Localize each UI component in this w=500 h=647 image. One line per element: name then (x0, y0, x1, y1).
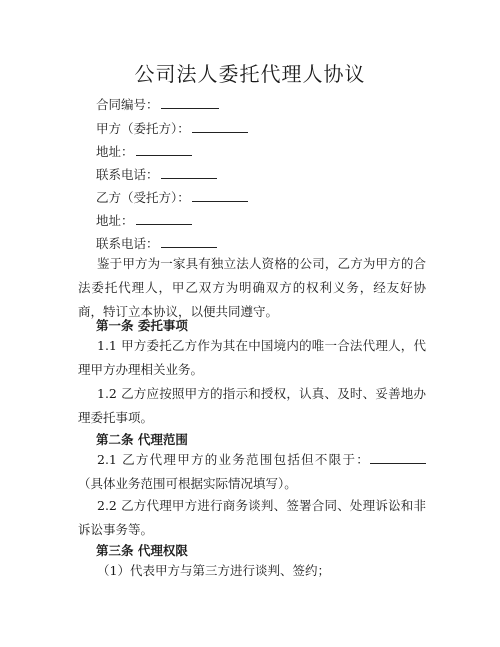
intro-paragraph: 鉴于甲方为一家具有独立法人资格的公司，乙方为甲方的合法委托代理人，甲乙双方为明确双方的权利义务，经友好协商，特订立本协议，以便共同遵守。 (78, 256, 426, 319)
article-2-clause-1-note: （具体业务范围可根据实际情况填写）。 (78, 476, 297, 491)
contract-number-label: 合同编号： (96, 97, 159, 112)
party-a-address-label: 地址： (96, 144, 134, 159)
article-1-clause-1: 1.1 甲方委托乙方作为其在中国境内的唯一合法代理人，代理甲方办理相关业务。 (78, 338, 426, 377)
article-2-clause-1 (78, 448, 426, 496)
party-b-phone-label: 联系电话： (96, 236, 159, 251)
party-b-address-blank[interactable] (136, 212, 192, 225)
contract-number-field (96, 96, 219, 113)
article-3-item-1: （1）代表甲方与第三方进行谈判、签约； (97, 563, 330, 578)
party-a-phone-field (96, 166, 217, 183)
article-3-heading: 第三条 代理权限 (96, 543, 188, 558)
party-a-label: 甲方（委托方）： (96, 121, 190, 136)
article-2-heading: 第二条 代理范围 (96, 432, 188, 447)
party-a-phone-blank[interactable] (161, 166, 217, 179)
party-a-phone-label: 联系电话： (96, 167, 159, 182)
party-b-address-label: 地址： (96, 213, 134, 228)
party-a-address-field (96, 143, 192, 160)
party-a-address-blank[interactable] (136, 143, 192, 156)
party-b-field (96, 189, 248, 206)
party-b-blank[interactable] (192, 189, 248, 202)
party-b-label: 乙方（受托方）： (96, 190, 190, 205)
party-b-phone-blank[interactable] (161, 235, 217, 248)
article-2-clause-2: 2.2 乙方代理甲方进行商务谈判、签署合同、处理诉讼和非诉讼事务等。 (78, 498, 426, 537)
article-2-clause-1-text: 2.1 乙方代理甲方的业务范围包括但不限于： (97, 452, 370, 467)
document-title: 公司法人委托代理人协议 (134, 62, 366, 86)
article-1-clause-2: 1.2 乙方应按照甲方的指示和授权，认真、及时、妥善地办理委托事项。 (78, 386, 426, 425)
party-b-phone-field (96, 235, 217, 252)
business-scope-blank[interactable] (370, 451, 426, 464)
party-a-field (96, 120, 248, 137)
article-1-heading: 第一条 委托事项 (96, 318, 188, 333)
party-a-blank[interactable] (192, 120, 248, 133)
contract-number-blank[interactable] (161, 96, 219, 109)
party-b-address-field (96, 212, 192, 229)
